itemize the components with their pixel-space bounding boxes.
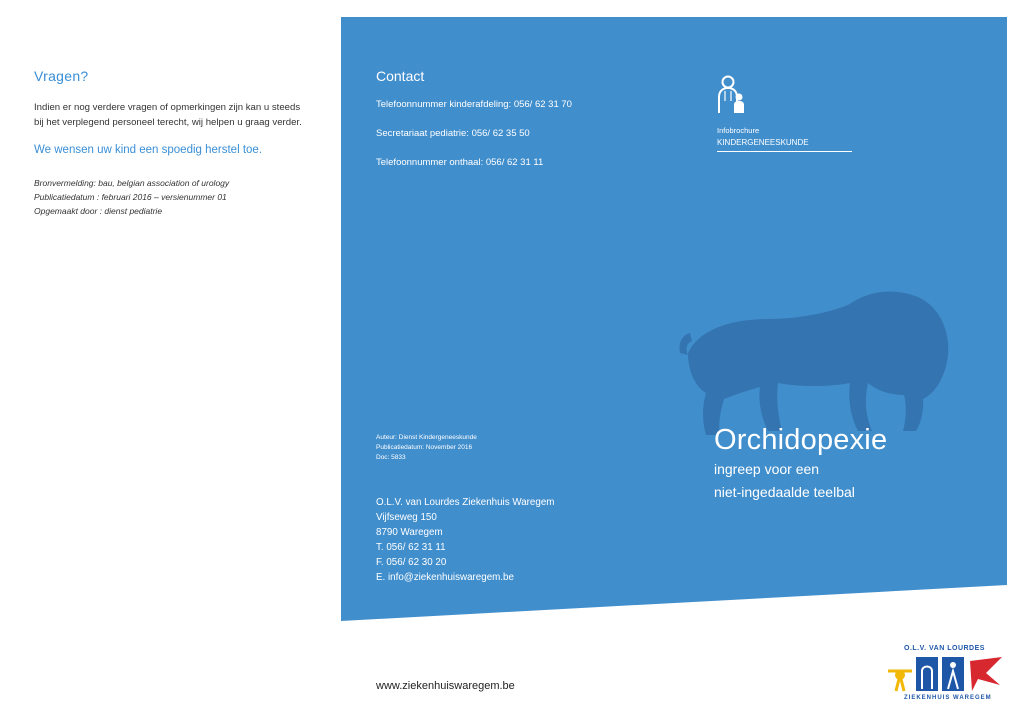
logo-top-text: O.L.V. VAN LOURDES [904, 645, 985, 652]
doc-number-line: Doc: 5833 [376, 454, 406, 461]
author-credit: Opgemaakt door : dienst pediatrie [34, 206, 163, 216]
source-credit: Bronvermelding: bau, belgian association of urology [34, 178, 230, 188]
email: E. info@ziekenhuiswaregem.be [376, 572, 514, 583]
phone-secretariat: Secretariaat pediatrie: 056/ 62 35 50 [376, 128, 530, 139]
hospital-logo [886, 645, 1006, 705]
brochure-label [717, 75, 852, 152]
questions-body: Indien er nog verdere vragen of opmerkingen zijn kan u steeds bij het verplegend personeel terecht, wij helpen u graag verder. [34, 102, 302, 128]
page-title: Orchidopexie [714, 424, 888, 456]
recovery-wish: We wensen uw kind een spoedig herstel toe. [34, 144, 263, 156]
questions-heading: Vragen? [34, 68, 89, 84]
publication-date-line: Publicatiedatum: November 2016 [376, 444, 473, 451]
subtitle-line-1: ingreep voor een [714, 461, 820, 477]
subtitle-line-2: niet-ingedaalde teelbal [714, 484, 855, 500]
logo-bottom-text: ZIEKENHUIS WAREGEM [904, 695, 992, 701]
author-line: Auteur: Dienst Kindergeneeskunde [376, 434, 477, 441]
brochure-type: Infobrochure [717, 126, 760, 135]
fax: F. 056/ 62 30 20 [376, 557, 447, 568]
street: Vijfseweg 150 [376, 512, 437, 523]
logo-figures-icon [886, 651, 1006, 699]
phone-reception: Telefoonnummer onthaal: 056/ 62 31 11 [376, 157, 544, 168]
city: 8790 Waregem [376, 527, 443, 538]
questions-section [34, 68, 304, 218]
phone-childrens-ward: Telefoonnummer kinderafdeling: 056/ 62 31 70 [376, 99, 572, 110]
phone: T. 056/ 62 31 11 [376, 542, 446, 553]
publication-credit: Publicatiedatum : februari 2016 – versienummer 01 [34, 192, 227, 202]
cover-title [714, 424, 887, 503]
lion-silhouette-icon [678, 283, 958, 443]
website-link[interactable]: www.ziekenhuiswaregem.be [376, 680, 515, 692]
hospital-address [376, 495, 554, 585]
contact-section [376, 68, 572, 185]
hospital-name: O.L.V. van Lourdes Ziekenhuis Waregem [376, 497, 555, 508]
doctor-child-icon [717, 75, 747, 115]
contact-heading: Contact [376, 68, 425, 84]
document-info [376, 433, 477, 463]
department-name: KINDERGENEESKUNDE [717, 138, 852, 152]
